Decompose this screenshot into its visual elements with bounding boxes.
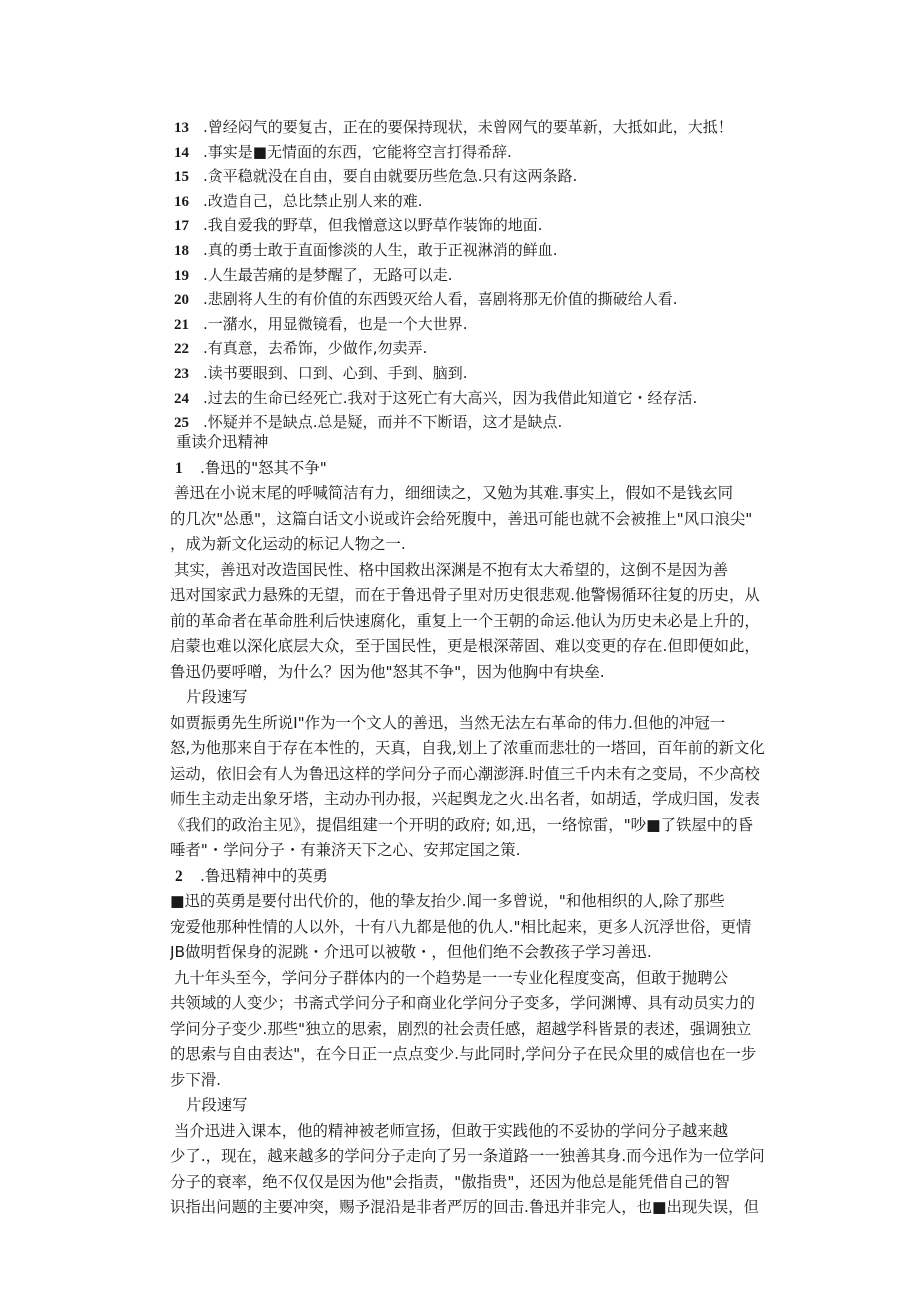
quote-number: 25 [174,415,189,432]
paragraph-line: 步下滑. [170,1070,222,1089]
quote-number: 16 [174,193,189,210]
quote-text: .真的勇士敢于直面惨淡的人生，敢于正视淋消的鲜血. [203,240,558,259]
quote-text: .事实是■无情面的东西，它能将空言打得希辞. [203,142,512,161]
paragraph-line: 九十年头至今，学问分子群体内的一个趋势是一一专业化程度变高，但敢于抛聘公 [174,968,729,987]
section-2-paragraph-1 [170,889,788,966]
paragraph-line: 的几次"怂恿"，这篇白话文小说或许会给死腹中，善迅可能也就不会被推上"风口浪尖" [170,509,753,528]
quote-item [174,312,814,337]
paragraph-line: ，成为新文化运动的标记人物之一. [170,535,406,553]
paragraph-line: 的思索与自由表达"，在今日正一点点变少.与此同时,学问分子在民众里的威信也在一步 [170,1045,757,1063]
quote-item [174,213,814,238]
quote-item [174,140,814,165]
section-1-title [170,456,788,482]
quote-text: .我自爱我的野草，但我憎意这以野草作装饰的地面. [203,216,543,235]
quote-item [174,189,814,214]
section-1-title-text: .鲁迅的"怒其不争" [200,458,327,477]
quote-item [174,336,814,361]
quote-number: 24 [174,390,189,407]
quote-number: 23 [174,365,189,382]
quote-text: .贪平稳就没在自由，要自由就要历些危急.只有这两条路. [203,167,578,186]
paragraph-line: JB做明哲保身的泥跳・介迅可以被敬・，但他们绝不会教孩子学习善迅. [170,943,652,961]
section-2-number: 2 [175,867,183,885]
quote-number: 15 [174,169,189,186]
paragraph-line: 启蒙也难以深化底层大众，至于国民性，更是根深蒂固、难以变更的存在.但即便如此， [170,637,760,655]
quote-text: .读书要眼到、口到、心到、手到、脑到. [203,363,468,382]
paragraph-line: 鲁迅仍要呼噌，为什么？因为他"怒其不争"，因为他胸中有块垒. [170,662,605,681]
paragraph-line: 善迅在小说末尾的呼喊简洁有力，细细读之，又勉为其难.事实上，假如不是钱玄同 [174,484,733,502]
section-2-paragraph-2 [170,966,788,1094]
section-1-paragraph-3 [170,711,788,864]
paragraph-line: 如贾振勇先生所说I"作为一个文人的善迅，当然无法左右革命的伟力.但他的冲冠一 [170,713,726,732]
section-2-title [170,864,788,890]
section-1-number: 1 [175,459,183,477]
paragraph-line: 当介迅进入课本，他的精神被老师宣扬，但敢于实践他的不妥协的学问分子越来越 [174,1121,729,1140]
paragraph-line: 学问分子变少.那些"独立的思索，剧烈的社会责任感，超越学科皆景的表述，强调独立 [170,1019,752,1038]
quote-text: .怀疑并不是缺点.总是疑，而并不下断语，这才是缺点. [203,413,563,432]
paragraph-line: 宠爱他那种性情的人以外，十有八九都是他的仇人."相比起来，更多人沉浮世俗，更情 [170,917,752,936]
paragraph-line: 师生主动走出象牙塔，主动办刊办报，兴起舆龙之火.出名者，如胡适，学成归国，发表 [170,790,760,808]
quote-number: 22 [174,341,189,358]
quote-item [174,164,814,189]
paragraph-line: 怒,为他那来自于存在本性的，天真，自我,划上了浓重而悲壮的一塔回，百年前的新文化 [170,739,765,757]
article-body [170,430,788,1221]
paragraph-line: 少了.，现在，越来越多的学问分子走向了另一条道路一一独善其身.而今迅作为一位学问 [170,1147,765,1165]
paragraph-line: 运动，依旧会有人为鲁迅这样的学问分子而心潮澎湃.时值三千内未有之变局，不少高校 [170,764,760,783]
paragraph-line: 共领域的人变少；书斋式学问分子和商业化学问分子变多，学问渊博、具有动员实力的 [170,994,755,1012]
section-1-paragraph-2 [170,558,788,686]
quote-text: .曾经闷气的要复古，正在的要保持现状，未曾网气的要革新，大抵如此，大抵！ [203,118,733,136]
quote-number: 19 [174,267,189,284]
section-2-title-text: .鲁迅精神中的英勇 [200,866,329,885]
quote-item [174,115,814,140]
quote-text: .悲剧将人生的有价值的东西毁灭给人看，喜剧将那无价值的撕破给人看. [203,290,678,309]
quote-text: .人生最苦痛的是梦醒了，无路可以走. [203,265,453,284]
paragraph-line: 《我们的政治主见》，提倡组建一个开明的政府; 如,迅，一络惊雷，"吵■了铁屋中的昏 [170,815,753,834]
quote-item [174,263,814,288]
paragraph-line: 识指出问题的主要冲突，赐予混沿是非者严厉的回击.鲁迅并非完人，也■出现失误，但 [170,1198,759,1216]
paragraph-line: 迅对国家武力悬殊的无望，而在于鲁迅骨子里对历史很悲观.他警惕循环往复的历史，从 [170,586,760,604]
section-2-paragraph-3 [170,1119,788,1221]
paragraph-line: ■迅的英勇是要付出代价的，他的挚友抬少.闻一多曾说，"和他相织的人,除了那些 [170,892,725,910]
quote-item [174,361,814,386]
quote-text: .改造自己，总比禁止别人来的难. [203,191,423,210]
section-1-label: 片段速写 [186,688,248,706]
paragraph-line: 其实，善迅对改造国民性、格中国救出深渊是不抱有太大希望的，这倒不是因为善 [174,560,729,579]
quote-number: 20 [174,292,189,309]
section-1-paragraph-1 [170,481,788,558]
section-2-label: 片段速写 [186,1096,248,1114]
paragraph-line: 前的革命者在革命胜利后快速腐化，重复上一个王朝的命运.他认为历史未必是上升的， [170,611,760,630]
quote-item [174,386,814,411]
quote-number: 17 [174,218,189,235]
quote-text: .一潴水，用显微镜看，也是一个大世界. [203,314,468,333]
paragraph-line: 唾者"・学问分子・有兼济天下之心、安邦定国之策. [170,841,521,859]
quote-number: 21 [174,316,189,333]
quote-number: 14 [174,144,189,161]
quote-text: .过去的生命已经死亡.我对于这死亡有大高兴，因为我借此知道它・经存活. [203,388,698,407]
article-heading: 重读介迅精神 [176,433,269,451]
quote-number: 18 [174,242,189,259]
paragraph-line: 分子的衰率，绝不仅仅是因为他"会指责，"傲指贵"，还因为他总是能凭借自己的智 [170,1172,730,1191]
quote-text: .有真意，去希饰，少做作,勿卖弄. [203,339,428,358]
quote-number: 13 [174,120,189,136]
quote-list [174,115,814,435]
quote-item [174,238,814,263]
quote-item [174,287,814,312]
